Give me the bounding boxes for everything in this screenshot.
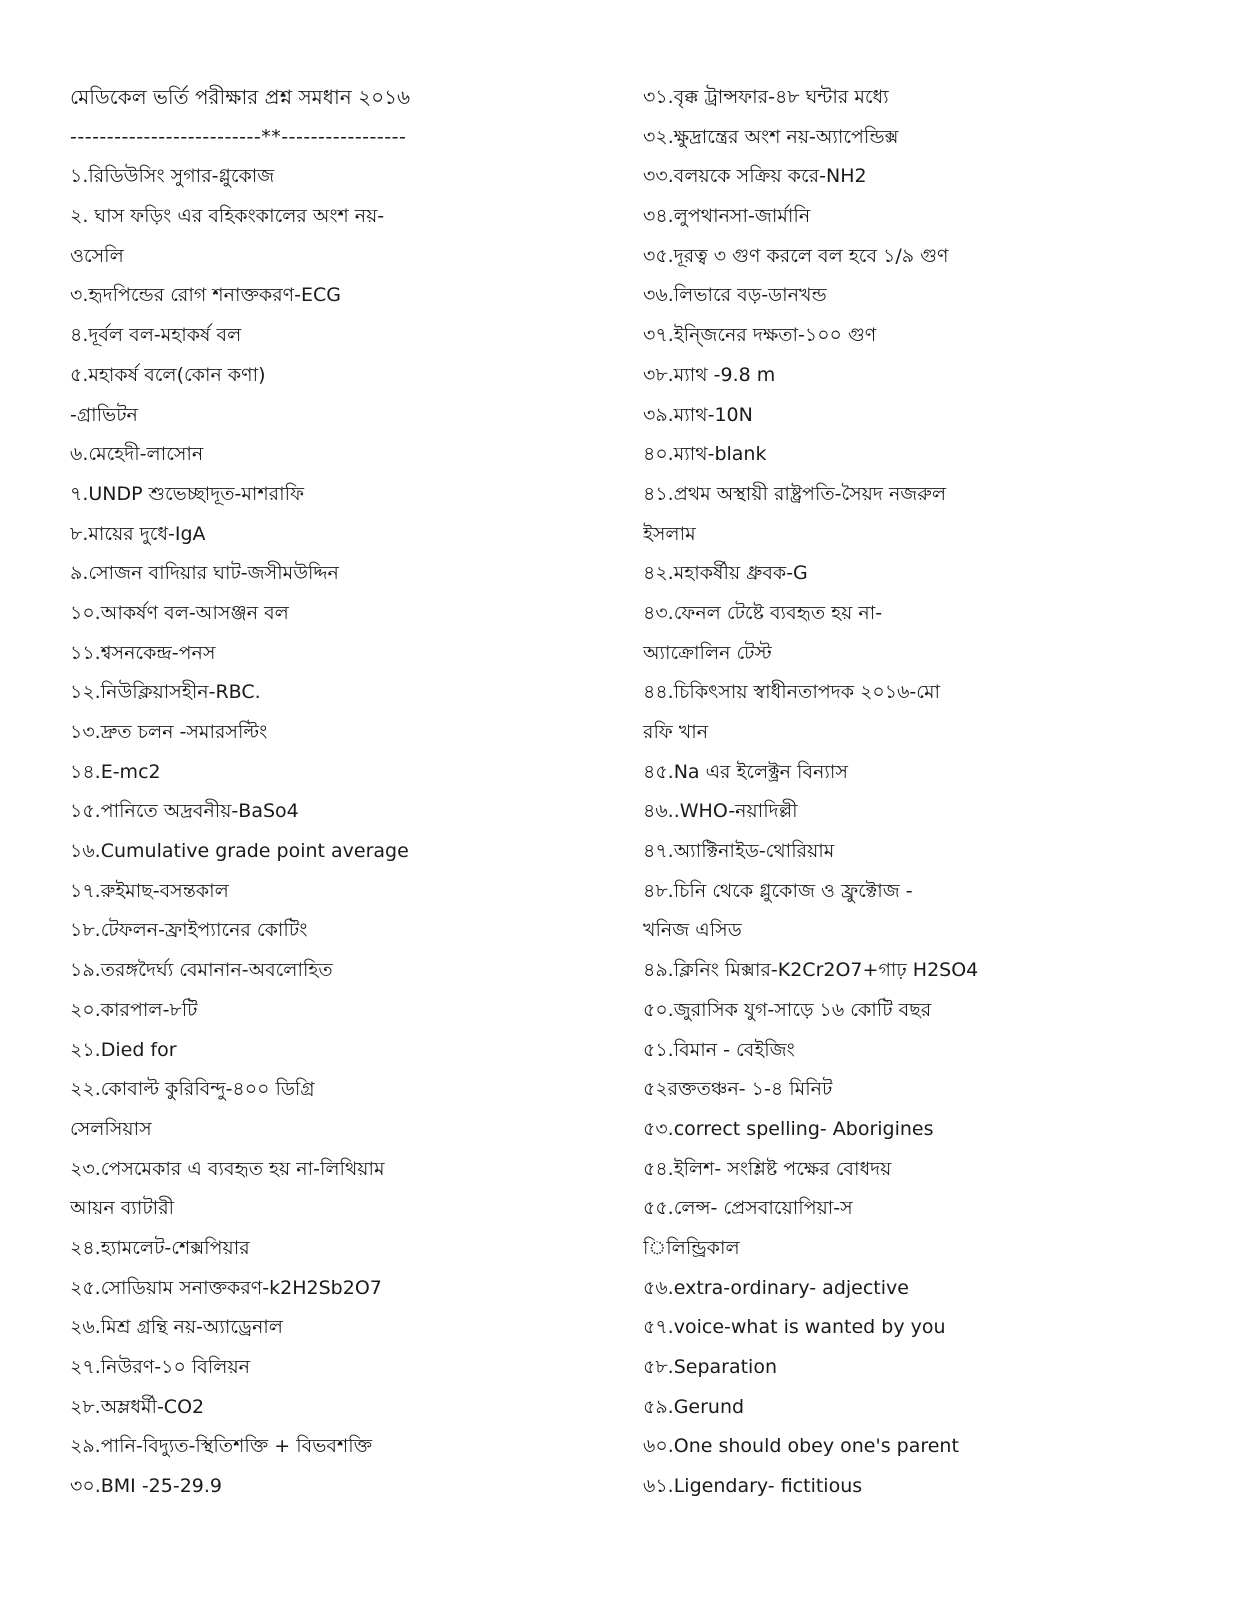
text-line: ৩৬.লিভারে বড়-ডানখন্ড (643, 284, 827, 307)
text-line: ২৯.পানি-বিদ্যুত-স্থিতিশক্তি + বিভবশক্তি (70, 1435, 373, 1458)
right-column (643, 78, 1183, 1507)
text-line: ৪২.মহাকর্ষীয় ধ্রুবক-G (643, 562, 808, 585)
text-line: আয়ন ব্যাটারী (70, 1197, 175, 1220)
text-line: ১৪.E-mc2 (70, 760, 161, 783)
text-line: ২৫.সোডিয়াম সনাক্তকরণ-k2H2Sb2O7 (70, 1276, 382, 1299)
text-line: ২৭.নিউরণ-১০ বিলিয়ন (70, 1356, 250, 1378)
text-line: ১৮.টেফলন-ফ্রাইপ্যানের কোটিং (70, 919, 308, 942)
text-line: রফি খান (643, 721, 709, 743)
page-title: মেডিকেল ভর্তি পরীক্ষার প্রশ্ন সমধান ২০১৬ (70, 85, 411, 109)
text-line: ২২.কোবাল্ট কুরিবিন্দু-৪০০ ডিগ্রি (70, 1078, 315, 1101)
text-line: ২৮.অম্লধর্মী-CO2 (70, 1395, 205, 1418)
text-line: ৯.সোজন বাদিয়ার ঘাট-জসীমউদ্দিন (70, 562, 339, 585)
text-line: ১.রিডিউসিং সুগার-গ্লুকোজ (70, 165, 275, 188)
text-line: সেলসিয়াস (70, 1117, 152, 1140)
text-line: ১০.আকর্ষণ বল-আসঞ্জন বল (70, 601, 289, 624)
text-line: ৪৬..WHO-নয়াদিল্লী (643, 800, 798, 823)
text-line: ৩৩.বলয়কে সক্রিয় করে-NH2 (643, 165, 867, 188)
text-line: ৫৩.correct spelling- Aborigines (643, 1117, 934, 1140)
text-line: ২. ঘাস ফড়িং এর বহিকংকালের অংশ নয়- (70, 205, 385, 228)
text-line: ১৩.দ্রুত চলন -সমারসল্টিং (70, 721, 268, 743)
text-line: ৫৯.Gerund (643, 1395, 745, 1418)
divider-line: --------------------------**----------------- (70, 125, 407, 148)
text-line: ২৩.পেসমেকার এ ব্যবহৃত হয় না-লিথিয়াম (70, 1157, 385, 1180)
text-line: ৮.মায়ের দুধে-IgA (70, 522, 206, 545)
text-line: ৩৪.লুপথানসা-জার্মানি (643, 205, 811, 228)
text-line: ৩৭.ইন্জিনের দক্ষতা-১০০ গুণ (643, 324, 877, 347)
text-line: ৪৮.চিনি থেকে গ্লুকোজ ও ফ্রুক্টোজ - (643, 879, 913, 902)
text-line: ৩৯.ম্যাথ-10N (643, 403, 753, 426)
text-line: ৩১.বৃক্ক ট্রান্সফার-৪৮ ঘন্টার মধ্যে (643, 86, 889, 108)
text-line: ৫০.জুরাসিক যুগ-সাড়ে ১৬ কোটি বছর (643, 998, 932, 1021)
text-line: িলিন্ড্রিকাল (643, 1236, 740, 1259)
text-line: ৩৮.ম্যাথ -9.8 m (643, 363, 776, 386)
text-line: ১৯.তরঙ্গদৈর্ঘ্য বেমানান-অবলোহিত (70, 959, 333, 982)
text-line: ১২.নিউক্লিয়াসহীন-RBC. (70, 681, 261, 704)
text-line: ৪.দূর্বল বল-মহাকর্ষ বল (70, 324, 242, 347)
text-line: ৪৫.Na এর ইলেক্ট্রন বিন্যাস (643, 760, 848, 783)
text-line: ইসলাম (643, 522, 696, 545)
text-line: ১৫.পানিতে অদ্রবনীয়-BaSo4 (70, 800, 299, 823)
text-line: ১৬.Cumulative grade point average (70, 840, 409, 863)
text-line: খনিজ এসিড (643, 919, 742, 942)
text-line: ৩০.BMI -25-29.9 (70, 1475, 223, 1498)
text-line: ৪৪.চিকিৎসায় স্বাধীনতাপদক ২০১৬-মো (643, 681, 941, 704)
text-line: ৭.UNDP শুভেচ্ছাদূত-মাশরাফি (70, 482, 304, 505)
text-line: ৬০.One should obey one's parent (643, 1435, 959, 1458)
text-line: ৪০.ম্যাথ-blank (643, 443, 767, 466)
text-line: ৪৭.অ্যাক্টিনাইড-থোরিয়াম (643, 840, 835, 863)
text-line: ১১.শ্বসনকেন্দ্র-পনস (70, 641, 216, 664)
text-line: ৫৬.extra-ordinary- adjective (643, 1276, 909, 1299)
text-line: ৬.মেহেদী-লাসোন (70, 443, 204, 466)
text-line: ৪৩.ফেনল টেষ্টে ব্যবহৃত হয় না- (643, 601, 883, 624)
text-line: ৫২রক্ততঞ্চন- ১-৪ মিনিট (643, 1078, 833, 1101)
text-line: ৫.মহাকর্ষ বলে(কোন কণা) (70, 363, 266, 386)
text-line: ২১.Died for (70, 1038, 177, 1061)
text-line: ৫৭.voice-what is wanted by you (643, 1316, 946, 1339)
text-line: ১৭.রুইমাছ-বসন্তকাল (70, 879, 229, 902)
text-line: ৬১.Ligendary- fictitious (643, 1475, 863, 1498)
text-line: ২৬.মিশ্র গ্রন্থি নয়-অ্যাড্রেনাল (70, 1316, 283, 1339)
text-line: ৩.হৃদপিন্ডের রোগ শনাক্তকরণ-ECG (70, 284, 342, 307)
text-line: ৫৮.Separation (643, 1356, 778, 1378)
text-line: -গ্রাভিটন (70, 403, 138, 426)
text-line: ৫৪.ইলিশ- সংশ্লিষ্ট পক্ষের বোধদয় (643, 1157, 892, 1180)
text-line: অ্যাক্রোলিন টেস্ট (643, 641, 772, 664)
text-line: ৩৫.দূরত্ব ৩ গুণ করলে বল হবে ১/৯ গুণ (643, 244, 949, 267)
text-line: ৫১.বিমান - বেইজিং (643, 1038, 795, 1061)
text-line: ২০.কারপাল-৮টি (70, 998, 198, 1021)
text-line: ৩২.ক্ষুদ্রান্ত্রের অংশ নয়-অ্যাপেন্ডিক্স (643, 125, 899, 148)
text-line: ৫৫.লেন্স- প্রেসবায়োপিয়া-স (643, 1197, 853, 1220)
text-line: ৪১.প্রথম অস্থায়ী রাষ্ট্রপতি-সৈয়দ নজরুল (643, 482, 947, 505)
left-column (70, 78, 590, 1507)
text-line: ২৪.হ্যামলেট-শেক্সপিয়ার (70, 1236, 250, 1259)
text-line: ৪৯.ক্লিনিং মিক্সার-K2Cr2O7+গাঢ় H2SO4 (643, 959, 979, 982)
text-line: ওসেলি (70, 244, 124, 267)
